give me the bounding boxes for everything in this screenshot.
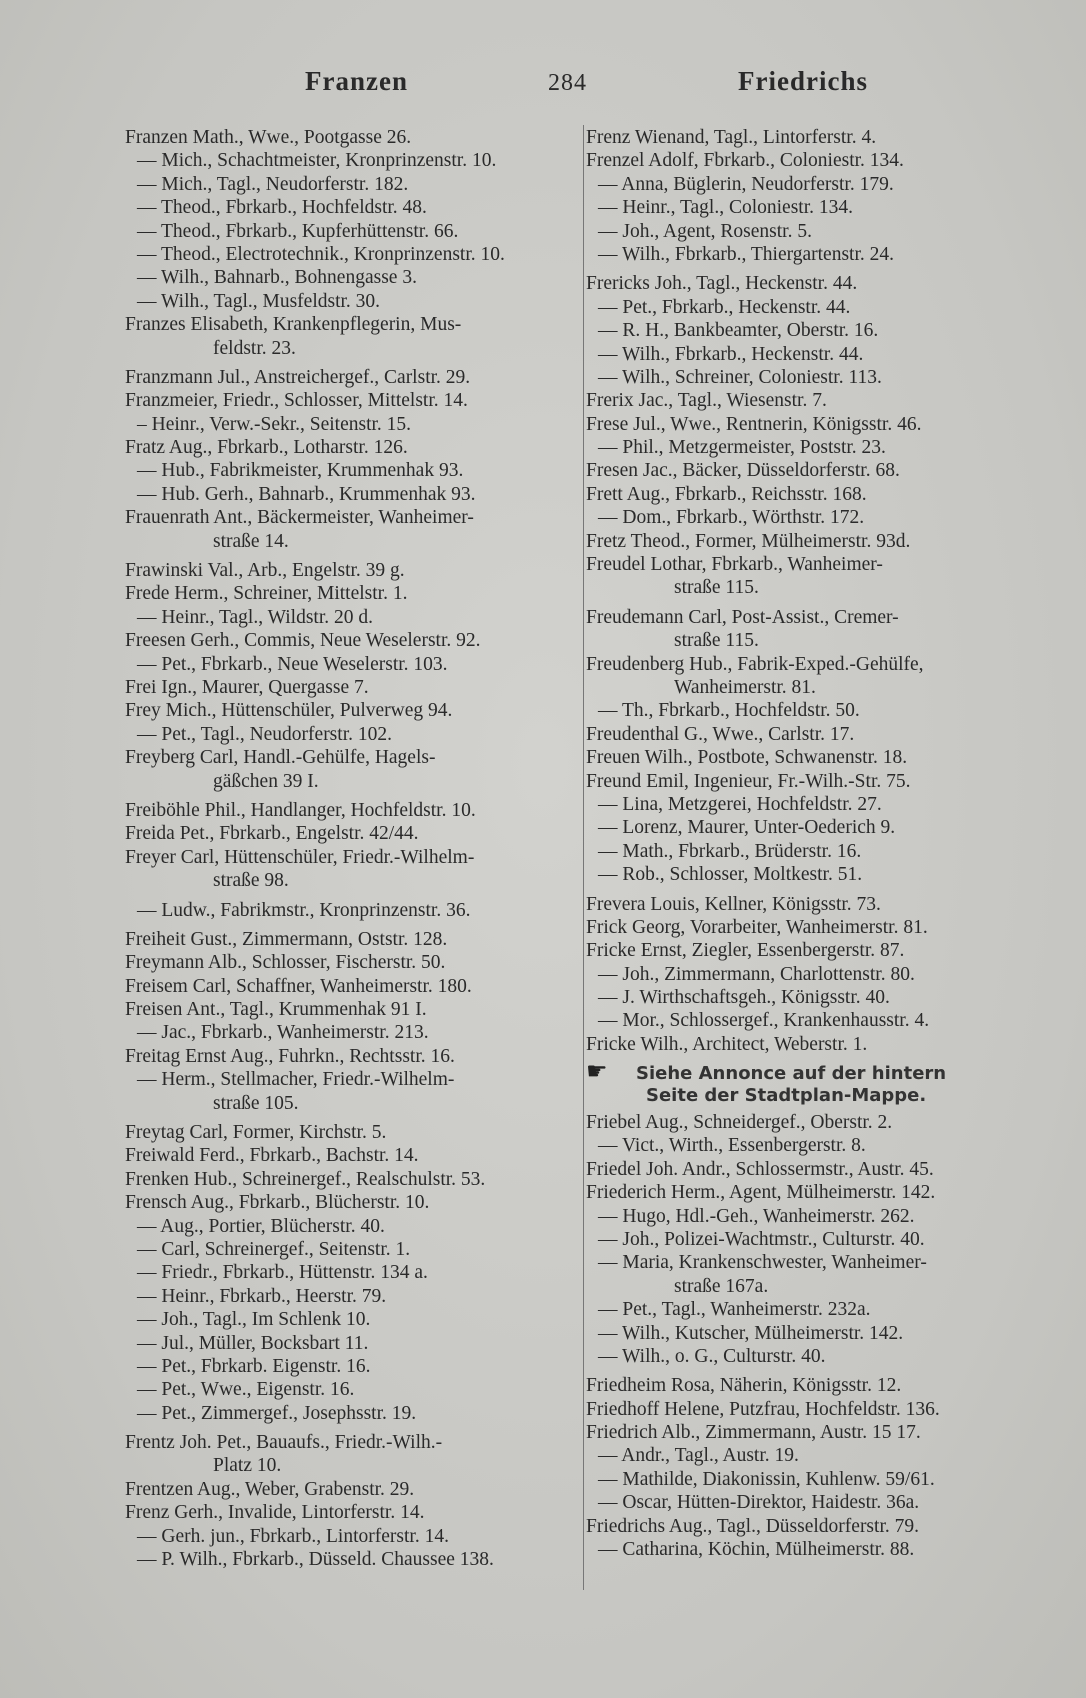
- directory-entry: — Aug., Portier, Blücherstr. 40.: [137, 1215, 385, 1237]
- entry-continuation: Platz 10.: [213, 1455, 282, 1477]
- directory-entry: — Wilh., Schreiner, Coloniestr. 113.: [598, 366, 882, 388]
- directory-entry: Franzes Elisabeth, Krankenpflegerin, Mus-: [125, 314, 462, 336]
- directory-entry: Frett Aug., Fbrkarb., Reichsstr. 168.: [586, 483, 867, 505]
- directory-entry: Frenz Wienand, Tagl., Lintorferstr. 4.: [586, 127, 877, 148]
- directory-entry: — Mich., Tagl., Neudorferstr. 182.: [137, 173, 409, 195]
- directory-entry: Freyberg Carl, Handl.-Gehülfe, Hagels-: [125, 747, 436, 769]
- directory-entry: Franzmeier, Friedr., Schlosser, Mittelstr. 14.: [125, 390, 468, 412]
- directory-entry: Freitag Ernst Aug., Fuhrkn., Rechtsstr. 16.: [125, 1045, 455, 1067]
- advert-line-2: Seite der Stadtplan-Mappe.: [646, 1084, 927, 1106]
- directory-entry: — Joh., Agent, Rosenstr. 5.: [598, 220, 812, 242]
- directory-entry: — Gerh. jun., Fbrkarb., Lintorferstr. 14.: [137, 1525, 449, 1547]
- directory-entry: — R. H., Bankbeamter, Oberstr. 16.: [598, 320, 879, 342]
- directory-entry: Freudemann Carl, Post-Assist., Cremer-: [586, 606, 899, 628]
- directory-entry: Freisem Carl, Schaffner, Wanheimerstr. 180.: [125, 975, 472, 997]
- advert-line-1: [586, 1057, 1026, 1086]
- column-divider: [583, 125, 584, 1590]
- directory-entry: Friederich Herm., Agent, Mülheimerstr. 142.: [586, 1182, 936, 1204]
- directory-entry: Fricke Ernst, Ziegler, Essenbergerstr. 87.: [586, 940, 905, 962]
- directory-entry: — Pet., Fbrkarb., Heckenstr. 44.: [598, 296, 851, 318]
- directory-entry: Friedrich Alb., Zimmermann, Austr. 15 17.: [586, 1422, 921, 1444]
- directory-entry: Frawinski Val., Arb., Engelstr. 39 g.: [125, 560, 405, 582]
- right-entries-top: [586, 126, 1026, 1056]
- directory-entry: Freund Emil, Ingenieur, Fr.-Wilh.-Str. 75.: [586, 770, 911, 792]
- directory-entry: Freiheit Gust., Zimmermann, Oststr. 128.: [125, 928, 448, 950]
- directory-entry: — Wilh., Kutscher, Mülheimerstr. 142.: [598, 1322, 904, 1344]
- directory-entry: Freudenberg Hub., Fabrik-Exped.-Gehülfe,: [586, 653, 924, 675]
- running-head-right: Friedrichs: [738, 66, 868, 96]
- directory-entry: Frevera Louis, Kellner, Königsstr. 73.: [586, 893, 881, 915]
- directory-entry: Freiböhle Phil., Handlanger, Hochfeldstr. 10.: [125, 799, 476, 821]
- directory-entry: Freyer Carl, Hüttenschüler, Friedr.-Wilhelm-: [125, 846, 475, 868]
- directory-entry: — Pet., Tagl., Wanheimerstr. 232a.: [598, 1299, 871, 1321]
- entry-continuation: straße 14.: [213, 530, 289, 552]
- directory-entry: Freudel Lothar, Fbrkarb., Wanheimer-: [586, 554, 883, 576]
- directory-entry: Freesen Gerh., Commis, Neue Weselerstr. 92.: [125, 630, 481, 652]
- directory-entry: — Math., Fbrkarb., Brüderstr. 16.: [598, 840, 862, 862]
- entry-continuation: straße 115.: [674, 577, 759, 599]
- page-number: 284: [548, 70, 587, 96]
- directory-entry: — Theod., Fbrkarb., Hochfeldstr. 48.: [137, 197, 427, 219]
- directory-entry: Frese Jul., Wwe., Rentnerin, Königsstr. 46.: [586, 413, 922, 435]
- directory-entry: — Anna, Büglerin, Neudorferstr. 179.: [598, 173, 894, 195]
- directory-entry: Frick Georg, Vorarbeiter, Wanheimerstr. 81.: [586, 916, 928, 938]
- directory-entry: — Theod., Electrotechnik., Kronprinzenstr. 10.: [137, 243, 505, 265]
- directory-entry: Freuen Wilh., Postbote, Schwanenstr. 18.: [586, 747, 908, 769]
- directory-entry: — Carl, Schreinergef., Seitenstr. 1.: [137, 1238, 411, 1260]
- entry-continuation: gäßchen 39 I.: [213, 770, 319, 792]
- directory-entry: — Pet., Tagl., Neudorferstr. 102.: [137, 723, 392, 745]
- directory-entry: — Pet., Wwe., Eigenstr. 16.: [137, 1379, 355, 1401]
- directory-entry: — Mich., Schachtmeister, Kronprinzenstr. 10.: [137, 150, 497, 172]
- left-column: [125, 126, 575, 1571]
- directory-entry: Fratz Aug., Fbrkarb., Lotharstr. 126.: [125, 437, 408, 459]
- directory-entry: Fretz Theod., Former, Mülheimerstr. 93d.: [586, 530, 911, 552]
- directory-entry: — Wilh., Bahnarb., Bohnengasse 3.: [137, 267, 417, 289]
- directory-entry: Freudenthal G., Wwe., Carlstr. 17.: [586, 723, 855, 745]
- directory-entry: Frede Herm., Schreiner, Mittelstr. 1.: [125, 583, 408, 605]
- directory-entry: — Theod., Fbrkarb., Kupferhüttenstr. 66.: [137, 220, 459, 242]
- directory-entry: — Phil., Metzgermeister, Poststr. 23.: [598, 437, 886, 459]
- directory-entry: – Heinr., Verw.-Sekr., Seitenstr. 15.: [137, 413, 412, 435]
- directory-entry: Frentz Joh. Pet., Bauaufs., Friedr.-Wilh.-: [125, 1432, 443, 1454]
- directory-entry: Franzmann Jul., Anstreichergef., Carlstr. 29.: [125, 366, 471, 388]
- entry-continuation: feldstr. 23.: [213, 337, 296, 359]
- advert-text-1: Siehe Annonce auf der hintern: [636, 1063, 947, 1085]
- directory-entry: — Mor., Schlossergef., Krankenhausstr. 4.: [598, 1010, 930, 1032]
- directory-entry: Frei Ign., Maurer, Quergasse 7.: [125, 676, 369, 698]
- directory-entry: — Oscar, Hütten-Direktor, Haidestr. 36a.: [598, 1492, 920, 1514]
- directory-entry: — Maria, Krankenschwester, Wanheimer-: [598, 1252, 927, 1274]
- directory-entry: — Lorenz, Maurer, Unter-Oederich 9.: [598, 817, 896, 839]
- directory-entry: Frenzel Adolf, Fbrkarb., Coloniestr. 134.: [586, 150, 904, 172]
- directory-entry: — Wilh., Tagl., Musfeldstr. 30.: [137, 290, 381, 312]
- directory-entry: — Herm., Stellmacher, Friedr.-Wilhelm-: [137, 1069, 455, 1091]
- directory-entry: Freytag Carl, Former, Kirchstr. 5.: [125, 1122, 387, 1144]
- directory-entry: Freisen Ant., Tagl., Krummenhak 91 I.: [125, 999, 427, 1021]
- directory-entry: — J. Wirthschaftsgeh., Königsstr. 40.: [598, 987, 890, 1009]
- directory-entry: Frentzen Aug., Weber, Grabenstr. 29.: [125, 1478, 415, 1500]
- directory-entry: — Ludw., Fabrikmstr., Kronprinzenstr. 36.: [137, 899, 471, 921]
- directory-entry: — Rob., Schlosser, Moltkestr. 51.: [598, 864, 863, 886]
- directory-entry: Freiwald Ferd., Fbrkarb., Bachstr. 14.: [125, 1145, 419, 1167]
- directory-entry: — Wilh., Fbrkarb., Heckenstr. 44.: [598, 343, 864, 365]
- pointing-hand-icon: ☛: [586, 1057, 608, 1086]
- directory-entry: — Joh., Zimmermann, Charlottenstr. 80.: [598, 963, 915, 985]
- directory-entry: Franzen Math., Wwe., Pootgasse 26.: [125, 127, 412, 148]
- directory-entry: — Andr., Tagl., Austr. 19.: [598, 1445, 799, 1467]
- directory-entry: — Jul., Müller, Bocksbart 11.: [137, 1332, 369, 1354]
- right-entries-bottom: [586, 1111, 1026, 1561]
- directory-entry: — Heinr., Tagl., Wildstr. 20 d.: [137, 606, 373, 628]
- directory-entry: — Friedr., Fbrkarb., Hüttenstr. 134 a.: [137, 1262, 428, 1284]
- directory-entry: Fricke Wilh., Architect, Weberstr. 1.: [586, 1033, 868, 1055]
- directory-entry: — Lina, Metzgerei, Hochfeldstr. 27.: [598, 793, 882, 815]
- directory-entry: — Wilh., Fbrkarb., Thiergartenstr. 24.: [598, 243, 895, 265]
- entry-continuation: straße 115.: [674, 630, 759, 652]
- directory-entry: — Pet., Zimmergef., Josephsstr. 19.: [137, 1402, 417, 1424]
- directory-entry: — Hugo, Hdl.-Geh., Wanheimerstr. 262.: [598, 1205, 915, 1227]
- directory-entry: — P. Wilh., Fbrkarb., Düsseld. Chaussee 138.: [137, 1549, 494, 1571]
- running-head-left: Franzen: [305, 66, 408, 96]
- directory-entry: Frey Mich., Hüttenschüler, Pulverweg 94.: [125, 700, 453, 722]
- directory-entry: — Joh., Tagl., Im Schlenk 10.: [137, 1309, 371, 1331]
- directory-entry: — Vict., Wirth., Essenbergerstr. 8.: [598, 1135, 866, 1157]
- directory-entry: Friedheim Rosa, Näherin, Königsstr. 12.: [586, 1375, 902, 1397]
- entry-continuation: Wanheimerstr. 81.: [674, 676, 816, 698]
- directory-entry: — Hub., Fabrikmeister, Krummenhak 93.: [137, 460, 464, 482]
- entry-continuation: straße 98.: [213, 870, 289, 892]
- directory-entry: Frenken Hub., Schreinergef., Realschulstr. 53.: [125, 1168, 486, 1190]
- directory-entry: — Hub. Gerh., Bahnarb., Krummenhak 93.: [137, 483, 476, 505]
- directory-entry: Friedhoff Helene, Putzfrau, Hochfeldstr. 136.: [586, 1398, 940, 1420]
- directory-entry: Friedrichs Aug., Tagl., Düsseldorferstr. 79.: [586, 1515, 919, 1537]
- directory-entry: — Pet., Fbrkarb. Eigenstr. 16.: [137, 1355, 371, 1377]
- directory-entry: — Pet., Fbrkarb., Neue Weselerstr. 103.: [137, 653, 448, 675]
- directory-entry: Freida Pet., Fbrkarb., Engelstr. 42/44.: [125, 823, 419, 845]
- directory-entry: Frenz Gerh., Invalide, Lintorferstr. 14.: [125, 1502, 425, 1524]
- directory-entry: Frensch Aug., Fbrkarb., Blücherstr. 10.: [125, 1192, 430, 1214]
- directory-entry: Fresen Jac., Bäcker, Düsseldorferstr. 68.: [586, 460, 900, 482]
- directory-entry: Friebel Aug., Schneidergef., Oberstr. 2.: [586, 1112, 893, 1134]
- directory-entry: — Jac., Fbrkarb., Wanheimerstr. 213.: [137, 1022, 429, 1044]
- entry-continuation: straße 167a.: [674, 1275, 769, 1297]
- directory-entry: — Catharina, Köchin, Mülheimerstr. 88.: [598, 1539, 915, 1561]
- directory-entry: — Joh., Polizei-Wachtmstr., Culturstr. 40.: [598, 1228, 925, 1250]
- directory-entry: Friedel Joh. Andr., Schlossermstr., Austr. 45.: [586, 1158, 934, 1180]
- directory-entry: — Heinr., Fbrkarb., Heerstr. 79.: [137, 1285, 387, 1307]
- directory-entry: — Wilh., o. G., Culturstr. 40.: [598, 1345, 826, 1367]
- directory-entry: — Heinr., Tagl., Coloniestr. 134.: [598, 197, 854, 219]
- directory-entry: Frauenrath Ant., Bäckermeister, Wanheimer-: [125, 507, 474, 529]
- directory-entry: — Dom., Fbrkarb., Wörthstr. 172.: [598, 507, 865, 529]
- directory-entry: — Th., Fbrkarb., Hochfeldstr. 50.: [598, 700, 860, 722]
- directory-entry: — Mathilde, Diakonissin, Kuhlenw. 59/61.: [598, 1468, 935, 1490]
- entry-continuation: straße 105.: [213, 1092, 299, 1114]
- directory-entry: Frericks Joh., Tagl., Heckenstr. 44.: [586, 273, 858, 295]
- directory-entry: Freymann Alb., Schlosser, Fischerstr. 50.: [125, 952, 446, 974]
- directory-entry: Frerix Jac., Tagl., Wiesenstr. 7.: [586, 390, 827, 412]
- right-column: [586, 126, 1026, 1561]
